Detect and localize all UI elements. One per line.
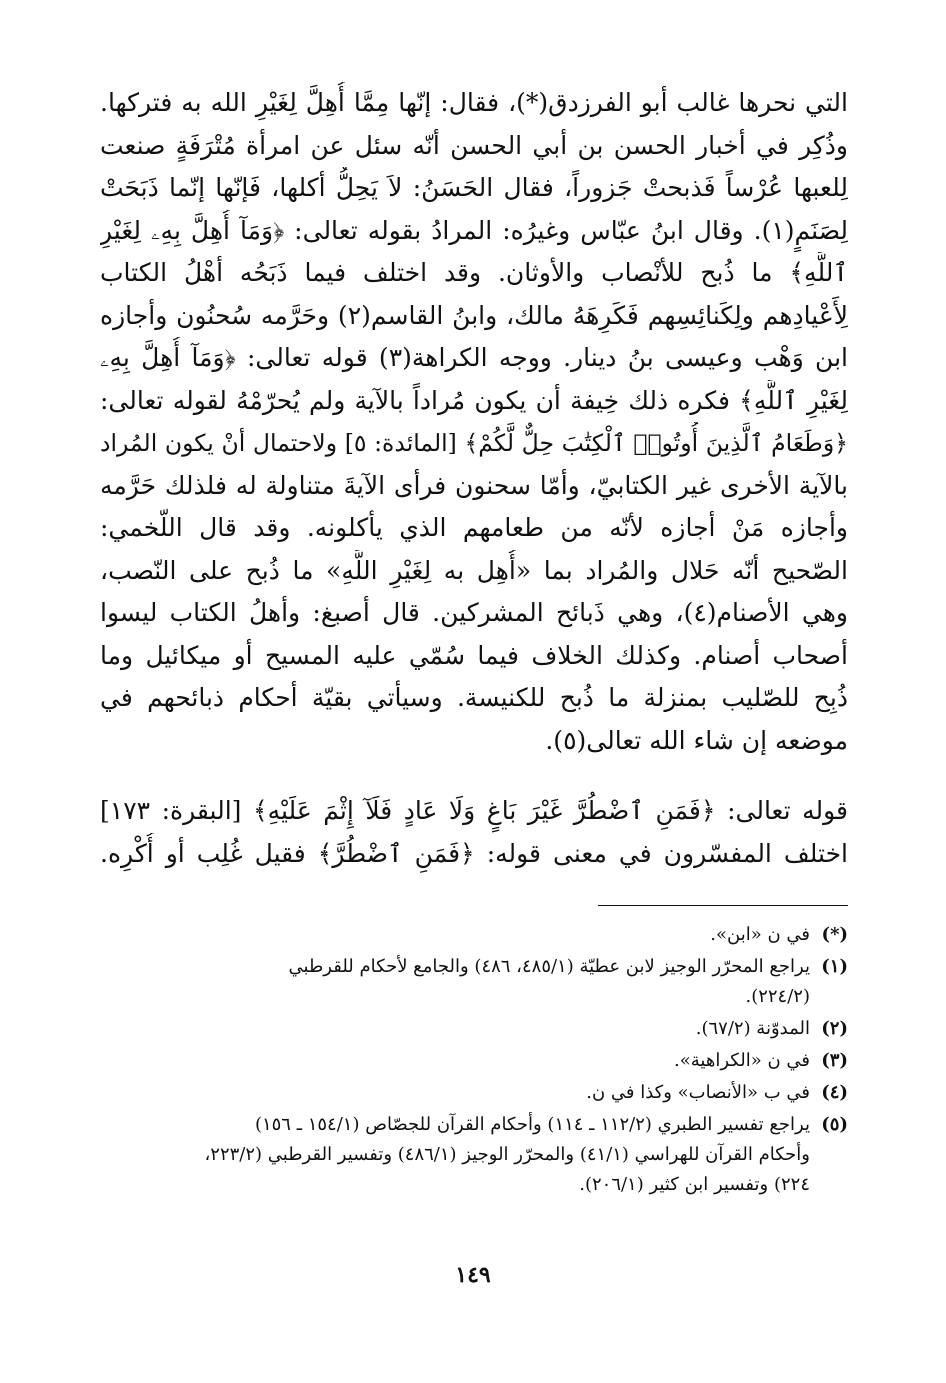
footnote bbox=[100, 1046, 848, 1076]
text-line: التي نحرها غالب أبو الفرزدق(*)، فقال: إنّها مِمَّا أُهِلَّ لِغَيْرِ الله به فتركها. bbox=[100, 88, 848, 117]
footnote-text: (٢٢٤/٢). bbox=[745, 986, 810, 1007]
footnote-marker: (٣) bbox=[821, 1050, 848, 1071]
text-line: لِأَعْيادِهم ولِكَنائِسِهم فَكَرِهَهُ مالك، وابنُ القاسم(٢) وحَرَّمه سُحنُون وأجازه bbox=[100, 300, 848, 330]
text-line: ابن وَهْب وعيسى بنُ دينار. ووجه الكراهة(٣) قوله تعالى: ﴿وَمَآ أُهِلَّ بِهِۦ bbox=[100, 343, 848, 372]
footnote-text: في ن «الكراهية». bbox=[674, 1050, 810, 1071]
footnote-marker: (١) bbox=[821, 956, 848, 977]
text-line: ﴿وَطَعَامُ ٱلَّذِينَ أُوتُوا۟ ٱلْكِتَٰبَ حِلٌّ لَّكُمْ﴾ [المائدة: ٥] ولاحتمال أنْ يكون المُراد bbox=[100, 429, 848, 457]
paragraph-1 bbox=[100, 82, 848, 762]
text-line: لِغَيْرِ ٱللَّهِ﴾ فكره ذلك خِيفة أن يكون مُراداً بالآية ولم يُحرّمْهُ لقوله تعالى: bbox=[100, 385, 848, 415]
text-line: لِلعبها عُرْساً فَذبحتْ جَزوراً، فقال الحَسَنُ: لاَ يَحِلُّ أكلها، فَإنّها إنّما ذَبَحَتْ bbox=[100, 173, 848, 202]
footnote-text: وأحكام القرآن للهراسي (٤١/١) والمحرّر الوجيز (٤٨٦/١) وتفسير القرطبي (٢٢٣/٢، bbox=[204, 1144, 810, 1165]
footnote-text: ٢٢٤) وتفسير ابن كثير (٢٠٦/١). bbox=[579, 1174, 810, 1195]
footnote-text: في ب «الأنصاب» وكذا في ن. bbox=[586, 1082, 810, 1103]
footnote bbox=[100, 920, 848, 950]
text-line: وذُكِر في أخبار الحسن بن أبي الحسن أنّه سئل عن امرأة مُتْرَفَةٍ صنعت bbox=[100, 130, 848, 160]
footnote bbox=[100, 1078, 848, 1108]
footnote-marker: (٤) bbox=[821, 1082, 848, 1103]
text-line: موضعه إن شاء الله تعالى(٥). bbox=[545, 725, 848, 755]
paragraph-2 bbox=[100, 790, 848, 875]
footnote bbox=[100, 1014, 848, 1044]
footnote-marker: (*) bbox=[821, 924, 848, 945]
footnotes bbox=[100, 920, 848, 1202]
paragraph-gap bbox=[100, 762, 848, 790]
footnote-text: يراجع المحرّر الوجيز لابن عطيّة (٤٨٥/١، ٤٨٦) والجامع لأحكام للقرطبي bbox=[288, 956, 810, 977]
footnote-text: يراجع تفسير الطبري (١١٢/٢ ـ ١١٤) وأحكام القرآن للجصّاص (١٥٤/١ ـ ١٥٦) bbox=[254, 1114, 810, 1135]
footnote-separator bbox=[598, 905, 848, 906]
footnote-text: المدوّنة (٦٧/٢). bbox=[695, 1018, 810, 1039]
text-line: أصحاب أصنام. وكذلك الخلاف فيما سُمّي عليه المسيح أو ميكائيل وما bbox=[100, 640, 848, 670]
text-line: قوله تعالى: ﴿فَمَنِ ٱضْطُرَّ غَيْرَ بَاغٍ وَلَا عَادٍ فَلَآ إِثْمَ عَلَيْهِ﴾ [البقرة: ١٧٣] bbox=[100, 796, 848, 825]
text-line: الصّحيح أنّه حَلال والمُراد بما «أُهِل به لِغَيْرِ اللَّهِ» ما ذُبح على النّصب، bbox=[100, 555, 848, 585]
text-line: اختلف المفسّرون في معنى قوله: ﴿فَمَنِ ٱضْطُرَّ﴾ فقيل غُلِب أو أُكْرِه. bbox=[100, 838, 848, 868]
text-line: وأجازه مَنْ أجازه لأنّه من طعامهم الذي يأكلونه. وقد قال اللّخمي: bbox=[100, 513, 848, 542]
footnote-text: في ن «ابن». bbox=[710, 924, 810, 945]
text-line: بالآية الأخرى غير الكتابيّ، وأمّا سحنون فرأى الآيةَ متناولة له فلذلك حَرَّمه bbox=[100, 470, 848, 500]
text-line: وهي الأصنام(٤)، وهي ذَبائح المشركين. قال أصبغ: وأهلُ الكتاب ليسوا bbox=[100, 598, 848, 627]
footnote-marker: (٢) bbox=[821, 1018, 848, 1039]
footnote-marker: (٥) bbox=[821, 1114, 848, 1135]
text-line: لِصَنَمٍ(١). وقال ابنُ عبّاس وغيرُه: المرادُ بقوله تعالى: ﴿وَمَآ أُهِلَّ بِهِۦ لِغَيْرِ bbox=[100, 215, 848, 245]
main-text bbox=[100, 82, 848, 875]
text-line: ذُبِح للصّليب بمنزلة ما ذُبح للكنيسة. وسيأتي بقيّة أحكام ذبائحهم في bbox=[100, 683, 848, 712]
page-number: ١٤٩ bbox=[455, 1262, 491, 1288]
text-line: ٱللَّهِ﴾ ما ذُبح للأنْصاب والأوثان. وقد اختلف فيما ذَبَحُه أهْلُ الكتاب bbox=[100, 258, 848, 287]
footnote bbox=[100, 1110, 848, 1200]
footnote bbox=[100, 952, 848, 1012]
